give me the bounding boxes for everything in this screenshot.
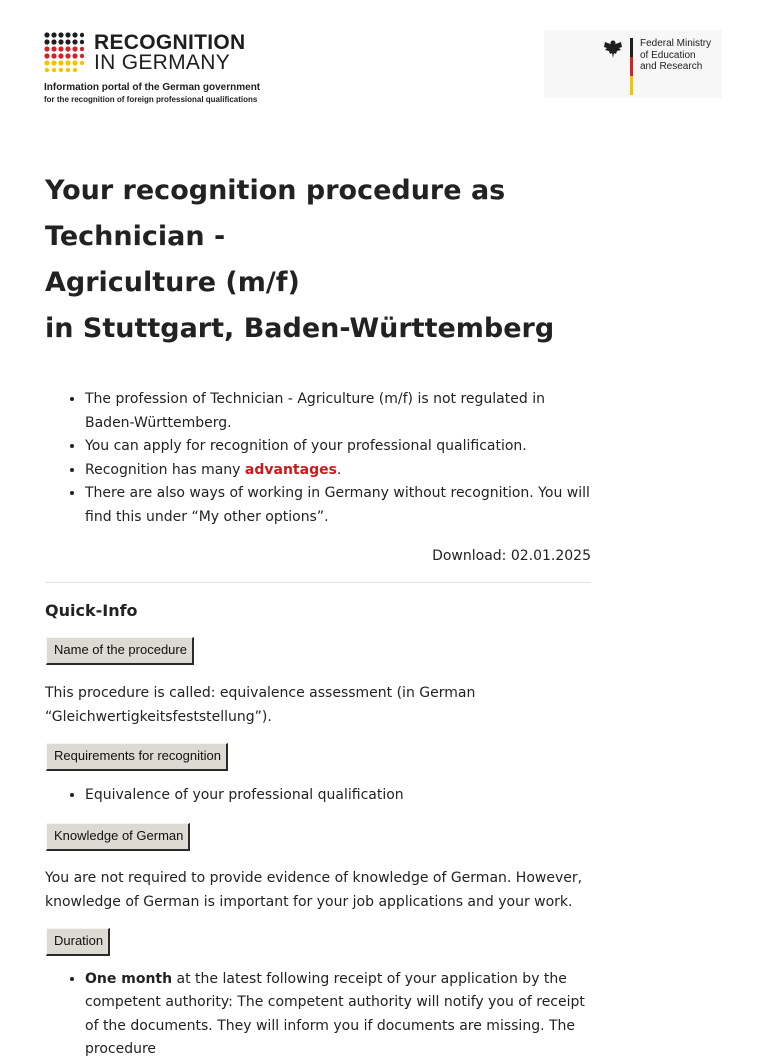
- logo-tagline-2: for the recognition of foreign professional qualifications: [44, 95, 258, 104]
- main-content: [45, 168, 591, 1062]
- summary-item-other-options: • There are also ways of working in Germany without recognition. You will find this under “My other options”.: [85, 482, 591, 529]
- section-divider: [45, 582, 591, 583]
- summary-item-advantages: [85, 459, 591, 483]
- page-title-line-1: Your recognition procedure as Technician -: [45, 175, 506, 252]
- page-title: [45, 168, 591, 352]
- logo-subtitle: IN GERMANY: [94, 51, 231, 74]
- german-flag-bar: [630, 38, 633, 95]
- recognition-in-germany-logo[interactable]: [44, 32, 284, 112]
- procedure-name-label: Name of the procedure: [46, 637, 194, 665]
- summary-list: [45, 388, 591, 529]
- duration-item: [85, 968, 591, 1062]
- quick-info-heading: Quick-Info: [45, 601, 138, 620]
- download-date: Download: 02.01.2025: [432, 548, 591, 564]
- advantages-link[interactable]: advantages: [244, 461, 337, 478]
- duration-bold: One month: [85, 970, 173, 987]
- requirements-list: [45, 784, 591, 808]
- procedure-name-text: This procedure is called: equivalence assessment (in German “Gleichwertigkeitsfeststellung”).: [45, 685, 476, 725]
- german-knowledge-label: Knowledge of German: [46, 823, 190, 851]
- duration-list: [45, 968, 591, 1062]
- federal-eagle-icon: [602, 38, 624, 60]
- page-header: [0, 0, 768, 115]
- ministry-line-3: and Research: [640, 61, 703, 72]
- advantages-suffix: .: [336, 461, 342, 478]
- ministry-line-1: Federal Ministry: [640, 38, 712, 49]
- ministry-line-2: of Education: [640, 49, 696, 61]
- logo-title: RECOGNITION: [94, 31, 246, 54]
- requirements-item: • Equivalence of your professional qualification: [85, 784, 591, 808]
- ministry-name: [640, 38, 711, 73]
- page-title-line-3: in Stuttgart, Baden-Württemberg: [45, 313, 555, 344]
- logo-dots-icon: [44, 32, 84, 72]
- duration-text: at the latest following receipt of your application by the competent authority: The competent authority will notify you of receipt of the documents. They will inform you if documents are missing. The procedure: [85, 970, 585, 1057]
- logo-tagline-1: Information portal of the German government: [44, 82, 261, 93]
- duration-label: Duration: [46, 928, 110, 956]
- page-title-line-2: Agriculture (m/f): [45, 267, 300, 298]
- requirements-label: Requirements for recognition: [46, 743, 228, 771]
- ministry-logo[interactable]: [544, 30, 722, 98]
- summary-item-regulation: • The profession of Technician - Agriculture (m/f) is not regulated in Baden-Württemberg.: [85, 388, 591, 435]
- summary-item-apply: • You can apply for recognition of your professional qualification.: [85, 435, 591, 459]
- german-knowledge-text: You are not required to provide evidence of knowledge of German. However, knowledge of German is important for your job applications and your work.: [45, 869, 583, 910]
- advantages-prefix: Recognition has many: [85, 461, 245, 478]
